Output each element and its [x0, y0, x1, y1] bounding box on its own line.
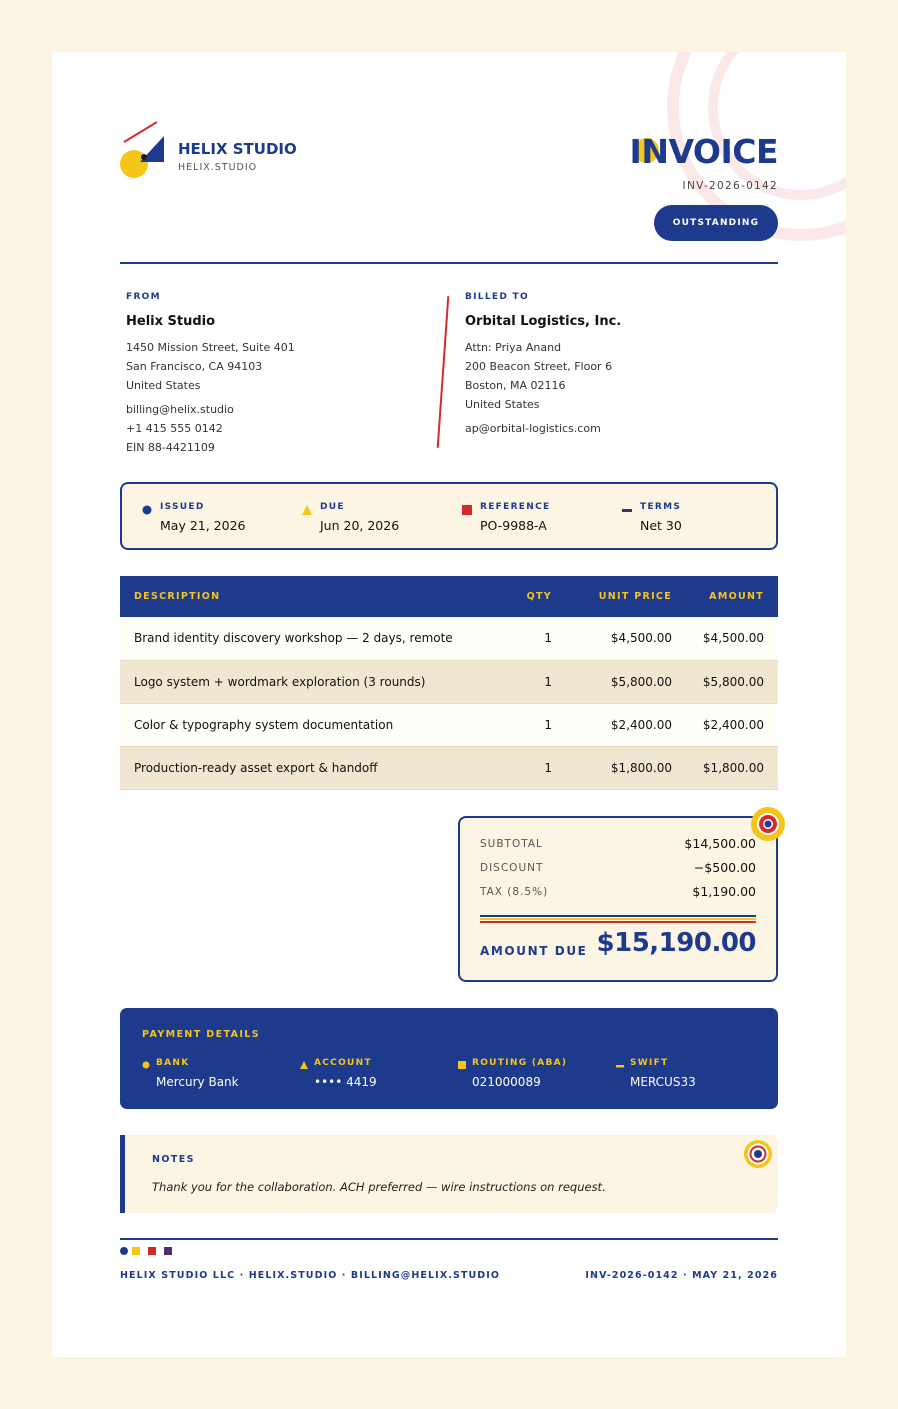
bar-icon [622, 505, 632, 515]
from-address [126, 338, 295, 395]
header-divider [120, 262, 778, 264]
subtotal-value: $14,500.00 [684, 836, 756, 851]
meta-terms-value: Net 30 [640, 518, 682, 533]
square-icon [462, 505, 472, 515]
brand-name: HELIX STUDIO [178, 140, 297, 158]
status-badge-button[interactable]: OUTSTANDING [654, 205, 778, 241]
brand-site: HELIX.STUDIO [178, 162, 258, 173]
totals-stripes [480, 915, 756, 924]
row-description: Color & typography system documentation [120, 703, 480, 746]
table-row [120, 617, 778, 660]
row-description: Brand identity discovery workshop — 2 days, remote [120, 617, 480, 660]
payment-account-value: •••• 4419 [314, 1075, 377, 1089]
meta-issued-label: ISSUED [160, 502, 205, 512]
table-header-row [120, 576, 778, 617]
billed-to-address [465, 338, 621, 414]
row-unit-price: $1,800.00 [552, 746, 672, 789]
footer-shapes-icon [120, 1246, 180, 1256]
line-items-table [120, 576, 778, 790]
billed-to-label: BILLED TO [465, 292, 529, 302]
totals-box [458, 816, 778, 982]
footer-divider [120, 1238, 778, 1240]
payment-account-label: ACCOUNT [314, 1058, 372, 1068]
billed-to-address-line: Boston, MA 02116 [465, 379, 566, 392]
meta-due-value: Jun 20, 2026 [320, 518, 400, 533]
billed-to-block [465, 292, 621, 438]
from-email[interactable]: billing@helix.studio [126, 403, 234, 416]
billed-to-address-line: 200 Beacon Street, Floor 6 [465, 360, 613, 373]
subtotal-label: SUBTOTAL [480, 838, 543, 850]
footer-invoice-ref: INV-2026-0142 · MAY 21, 2026 [585, 1270, 778, 1281]
row-qty: 1 [480, 617, 552, 660]
from-address-line: San Francisco, CA 94103 [126, 360, 263, 373]
invoice-title: INVOICE [629, 132, 778, 171]
billed-to-contact [465, 419, 621, 438]
from-phone: +1 415 555 0142 [126, 422, 223, 435]
billed-to-name: Orbital Logistics, Inc. [465, 314, 622, 329]
tax-value: $1,190.00 [692, 884, 756, 899]
billed-to-email[interactable]: ap@orbital-logistics.com [465, 422, 601, 435]
row-amount: $4,500.00 [672, 617, 778, 660]
row-qty: 1 [480, 703, 552, 746]
from-address-line: United States [126, 379, 201, 392]
from-name: Helix Studio [126, 314, 216, 329]
meta-issued-value: May 21, 2026 [160, 518, 246, 533]
col-amount: AMOUNT [709, 591, 764, 602]
row-description: Logo system + wordmark exploration (3 rounds) [120, 660, 480, 703]
billed-to-address-line: Attn: Priya Anand [465, 341, 562, 354]
discount-value: −$500.00 [693, 860, 756, 875]
triangle-icon [300, 1061, 308, 1069]
col-qty: QTY [526, 591, 552, 602]
square-icon [458, 1061, 466, 1069]
payment-details-panel [120, 1008, 778, 1109]
meta-reference-label: REFERENCE [480, 502, 551, 512]
col-unit-price: UNIT PRICE [598, 591, 672, 602]
notes-text: Thank you for the collaboration. ACH preferred — wire instructions on request. [152, 1180, 606, 1194]
footer-company: HELIX STUDIO LLC · HELIX.STUDIO · BILLING@HELIX.STUDIO [120, 1270, 501, 1281]
meta-due-label: DUE [320, 502, 345, 512]
payment-title: PAYMENT DETAILS [142, 1029, 260, 1040]
circle-icon [142, 1061, 150, 1069]
from-label: FROM [126, 292, 161, 302]
discount-label: DISCOUNT [480, 862, 544, 874]
subtotal-row [480, 836, 756, 854]
bar-icon [616, 1061, 624, 1069]
notes-panel [120, 1135, 778, 1213]
invoice-number: INV-2026-0142 [682, 180, 778, 192]
circle-icon [142, 505, 152, 515]
row-qty: 1 [480, 746, 552, 789]
row-unit-price: $2,400.00 [552, 703, 672, 746]
tax-label: TAX (8.5%) [480, 886, 549, 898]
invoice-meta-box [120, 482, 778, 550]
notes-label: NOTES [152, 1154, 195, 1165]
discount-row [480, 860, 756, 878]
payment-bank-value: Mercury Bank [156, 1075, 239, 1089]
invoice-page [52, 52, 846, 1357]
table-row [120, 660, 778, 703]
amount-due-value: $15,190.00 [596, 928, 756, 958]
row-description: Production-ready asset export & handoff [120, 746, 480, 789]
party-divider [437, 296, 450, 448]
row-unit-price: $4,500.00 [552, 617, 672, 660]
payment-routing-label: ROUTING (ABA) [472, 1058, 568, 1068]
meta-terms-label: TERMS [640, 502, 682, 512]
billed-to-address-line: United States [465, 398, 540, 411]
table-row [120, 703, 778, 746]
amount-due-label: AMOUNT DUE [480, 944, 588, 958]
row-amount: $2,400.00 [672, 703, 778, 746]
from-block [126, 292, 295, 457]
meta-reference-value: PO-9988-A [480, 518, 547, 533]
col-description: DESCRIPTION [134, 591, 221, 602]
row-amount: $5,800.00 [672, 660, 778, 703]
target-badge-icon [750, 806, 786, 842]
payment-swift-value: MERCUS33 [630, 1075, 696, 1089]
payment-swift-label: SWIFT [630, 1058, 669, 1068]
tax-row [480, 884, 756, 902]
from-contact [126, 400, 295, 457]
target-small-icon [743, 1139, 773, 1169]
triangle-icon [302, 505, 312, 515]
row-qty: 1 [480, 660, 552, 703]
row-unit-price: $5,800.00 [552, 660, 672, 703]
from-address-line: 1450 Mission Street, Suite 401 [126, 341, 295, 354]
payment-routing-value: 021000089 [472, 1075, 541, 1089]
from-ein: EIN 88-4421109 [126, 441, 215, 454]
brand-logo-icon [120, 120, 170, 182]
table-row [120, 746, 778, 789]
payment-bank-label: BANK [156, 1058, 190, 1068]
row-amount: $1,800.00 [672, 746, 778, 789]
